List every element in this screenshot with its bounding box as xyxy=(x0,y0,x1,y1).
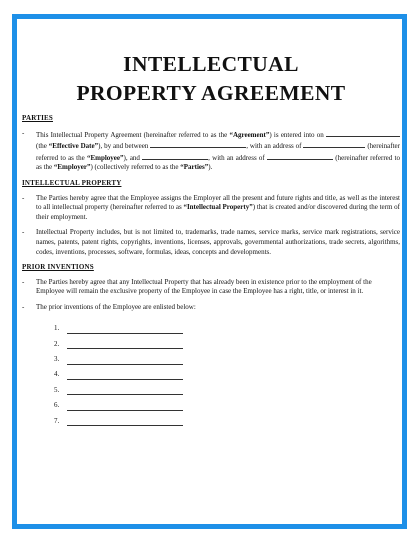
bullet-dash: - xyxy=(22,302,25,311)
list-item-number: 5. xyxy=(54,385,60,394)
list-item-number: 1. xyxy=(54,324,60,333)
section-heading-prior-inventions: PRIOR INVENTIONS xyxy=(22,263,94,272)
term-employee: “Employee” xyxy=(86,153,124,162)
document-page xyxy=(22,50,400,426)
ip-paragraph-2: - Intellectual Property includes, but is not limited to, trademarks, trade names, service marks, service mark registrations, service names, patents, patent rights, copyrights, inventions, licenses, approvals, governmental authorizations, trade secrets, algorithms, codes, inventions, processes, software, formulas, ideas, concepts and developments. xyxy=(22,228,400,256)
employee-address-blank[interactable] xyxy=(303,140,365,148)
term-parties: “Parties” xyxy=(180,163,209,172)
employer-name-blank[interactable] xyxy=(142,152,208,160)
list-item-number: 2. xyxy=(54,339,60,348)
list-item-blank[interactable] xyxy=(67,372,183,380)
list-item-blank[interactable] xyxy=(67,357,183,365)
title-line-2: PROPERTY AGREEMENT xyxy=(76,81,346,105)
list-item xyxy=(54,395,400,410)
employee-name-blank[interactable] xyxy=(150,140,246,148)
list-item-blank[interactable] xyxy=(67,418,183,426)
list-item-blank[interactable] xyxy=(67,387,183,395)
list-item xyxy=(54,319,400,334)
list-item-number: 4. xyxy=(54,370,60,379)
list-item-blank[interactable] xyxy=(67,326,183,334)
list-item-number: 3. xyxy=(54,355,60,364)
prior-paragraph-2: - The prior inventions of the Employee are enlisted below: xyxy=(22,302,196,311)
document-title xyxy=(22,50,400,108)
section-heading-parties: PARTIES xyxy=(22,114,53,122)
list-item xyxy=(54,334,400,349)
employer-address-blank[interactable] xyxy=(267,152,333,160)
list-item xyxy=(54,380,400,395)
term-agreement: “Agreement” xyxy=(229,130,270,139)
list-item xyxy=(54,365,400,380)
list-item-blank[interactable] xyxy=(67,341,183,349)
term-effective-date: “Effective Date” xyxy=(48,142,99,151)
parties-paragraph: - This Intellectual Property Agreement (hereinafter referred to as the “Agreement”) is entered into on (the “Effective Date”), by and between , with an address of (hereinafter referred to as the “Employee”), and , with an address of (hereinafter referred to as the “Employer”) (collectively referred to as the “Parties”). xyxy=(22,128,400,172)
bullet-dash: - xyxy=(22,193,25,202)
term-intellectual-property: “Intellectual Property” xyxy=(183,203,253,212)
bullet-dash: - xyxy=(22,228,25,237)
date-blank[interactable] xyxy=(326,129,400,137)
ip-paragraph-1: - The Parties hereby agree that the Employee assigns the Employer all the present and future rights and title, as well as the interest to all intellectual property (hereinafter referred to as “Intellectual Property”) that is created and/or discovered during the term of their employment. xyxy=(22,193,400,221)
list-item-number: 7. xyxy=(54,416,60,425)
section-heading-intellectual-property: INTELLECTUAL PROPERTY xyxy=(22,178,122,187)
prior-paragraph-1: - The Parties hereby agree that any Intellectual Property that has already been in existence prior to the employment of the Employee will remain the exclusive property of the Employee in case the Employee has a right, title, or interest in it. xyxy=(22,277,372,296)
list-item xyxy=(54,411,400,426)
list-item-number: 6. xyxy=(54,401,60,410)
title-line-1: INTELLECTUAL xyxy=(123,52,299,76)
bullet-dash: - xyxy=(22,277,25,286)
list-item-blank[interactable] xyxy=(67,403,183,411)
term-employer: “Employer” xyxy=(53,163,91,172)
list-item xyxy=(54,349,400,364)
prior-inventions-list xyxy=(54,319,400,427)
bullet-dash: - xyxy=(22,128,25,137)
